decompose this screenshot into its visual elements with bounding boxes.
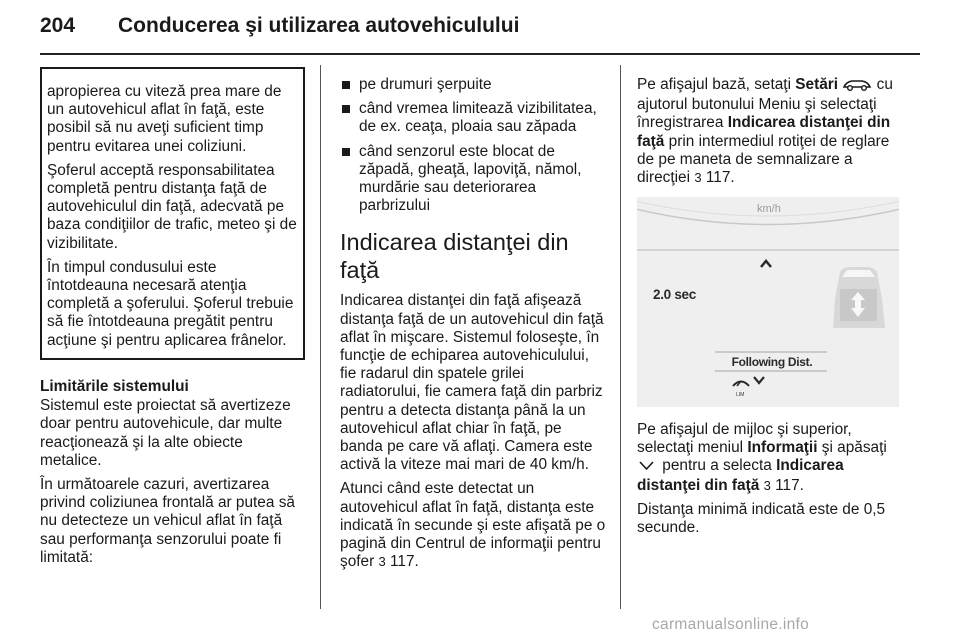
section-paragraph-2: Atunci când este detectat un autovehicul aflat în faţă, distanţa este indicată în secunde şi este afişată pe o pagină din Centrul de informaţii pentru şofer 3 117. [340,480,606,571]
bullet-square-icon [342,148,350,156]
column-3-top [637,76,905,193]
following-distance-display [637,197,899,407]
section-heading: Indicarea distanţei din faţă [340,229,569,284]
warning-paragraph-2: Şoferul acceptă responsabilitatea completă pentru distanţa faţă de autovehiculul din faţă, adecvată pe baza condiţiilor de trafic, meteo şi de vizibilitate. [47,161,297,252]
column-divider-1 [320,65,321,609]
list-item: când vremea limitează vizibilitatea, de ex. ceaţa, ploaia sau zăpada [340,100,606,136]
warning-box [40,67,305,360]
page-reference-icon: 3 [763,477,771,493]
limits-heading: Limitările sistemului [40,378,189,395]
limits-paragraph-2: În următoarele cazuri, avertizarea privind coliziunea frontală ar putea să nu detecteze un vehicul aflat în faţă sau performanţa senzorului poate fi limitată: [40,476,295,566]
limits-paragraph-1: Sistemul este proiectat să avertizeze doar pentru autovehicule, dar multe reacţionează şi la alte obiecte metalice. [40,397,291,469]
page-header [40,14,920,44]
page-reference-icon: 3 [378,554,386,570]
conditions-list [340,76,606,215]
page-number: 204 [40,14,76,37]
section-paragraph-1: Indicarea distanţei din faţă afişează distanţa faţă de un autovehicul din faţă aflat în mişcare. Sistemul foloseşte, în funcţie de echiparea autovehiculului, fie radarul din spatele grilei radiatorului, fie camera faţă din parbriz pentru a detecta distanţa până la un autovehicul aflat chiar în faţă, pe banda pe care vă aflaţi. Camera este activă la viteze mai mari de 40 km/h. [340,292,604,474]
page-reference-icon: 3 [694,170,702,186]
column-2-body [340,76,606,577]
header-divider [40,53,920,55]
car-settings-icon [842,78,872,96]
display-graphic [637,197,899,407]
page-title: Conducerea şi utilizarea autovehiculului [118,14,520,37]
following-distance-label: Following Dist. [731,355,813,369]
warning-paragraph-3: În timpul condusului este întotdeauna necesară atenţia completă a şoferului. Şoferul trebuie să fie întotdeauna pregătit pentru acţiune şi pentru aplicarea frânelor. [47,258,294,349]
list-item: când senzorul este blocat de zăpadă, gheaţă, lapoviţă, nămol, murdărie sau deteriorarea parbrizului [340,143,606,216]
column-1-body [40,378,302,573]
watermark: carmanualsonline.info [652,616,810,633]
minimum-distance-paragraph: Distanţa minimă indicată este de 0,5 secunde. [637,500,886,537]
gap-time-value: 2.0 sec [653,287,696,302]
column-3-bottom [637,421,905,543]
warning-paragraph-1: apropierea cu viteză prea mare de un autovehicul aflat în faţă, este posibil să nu aveţi suficient timp pentru evitarea unei coliziuni. [47,83,282,155]
lim-label: LIM [736,392,745,398]
list-item: pe drumuri şerpuite [340,76,606,94]
speed-unit-label: km/h [757,203,781,215]
bullet-square-icon [342,105,350,113]
chevron-down-icon [639,458,654,476]
page-reference: 117. [390,553,419,571]
bullet-square-icon [342,81,350,89]
settings-paragraph: Pe afişajul bază, setaţi Setări cu ajutorul butonului Meniu şi selectaţi înregistrarea Indicarea distanţei din faţă prin intermediul rotiţei de reglare de pe maneta de semnalizare a direcţiei 3 117. [637,76,893,187]
column-divider-2 [620,65,621,609]
info-menu-paragraph: Pe afişajul de mijloc şi superior, selectaţi meniul Informaţii şi apăsaţi pentru a selecta Indicarea distanţei din faţă 3 117. [637,421,887,494]
